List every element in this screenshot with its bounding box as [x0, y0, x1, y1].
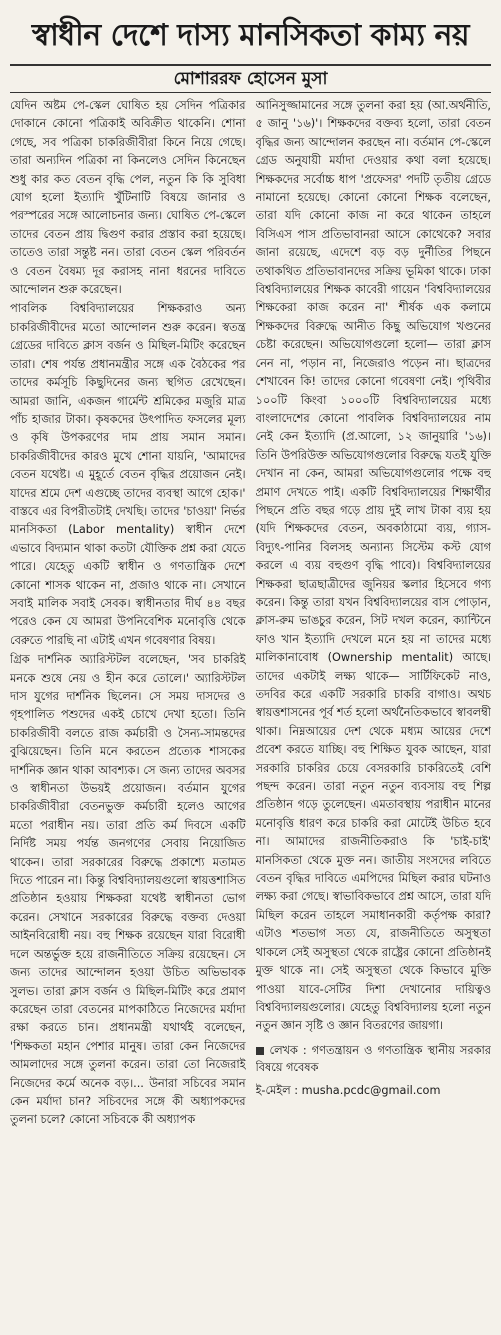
right-column [256, 97, 492, 1131]
author-note [256, 1042, 492, 1099]
email-label: ই-মেইল : [255, 1083, 298, 1097]
email-address: musha.pcdc@gmail.com [301, 1083, 441, 1097]
article-headline: স্বাধীন দেশে দাস্য মানসিকতা কাম্য নয় [31, 18, 470, 53]
author-note-text: লেখক : গণতন্ত্রায়ন ও গণতান্ত্রিক স্থানীয় সরকার বিষয়ে গবেষক [255, 1043, 491, 1074]
email-line [256, 1082, 492, 1099]
article-body [10, 97, 491, 1131]
article-byline: মোশাররফ হোসেন মুসা [10, 64, 491, 93]
paragraph: পাবলিক বিশ্ববিদ্যালয়ের শিক্ষকরাও অন্য চাকরিজীবীদের মতো আন্দোলন শুরু করেন। স্বতন্ত্র গ্রেডের দাবিতে ক্লাস বর্জন ও মিছিল-মিটিং করেছেন তারা। শেষ পর্যন্ত প্রধানমন্ত্রীর সঙ্গে এক বৈঠকের পর তাদের কর্মসূচি কিছুদিনের জন্য স্থগিত রেখেছেন। আমরা জানি, একজন গার্মেন্ট শ্রমিকের মজুরি মাত্র পাঁচ হাজার টাকা। কৃষকদের উৎপাদিত ফসলের মূল্য ও কৃষি উপকরণের দাম প্রায় সমান সমান। চাকরিজীবীদের কারও মুখে শোনা যায়নি, 'আমাদের বেতন যথেষ্ট। এ মুহূর্তে বেতন বৃদ্ধির প্রয়োজন নেই। যাদের শ্রমে দেশ এগুচ্ছে তাদের ব্যবস্থা আগে হোক।' বাস্তবে এর বিপরীতটাই দেখছি। তাদের 'চাওয়া' নির্ভর মানসিকতা (Labor mentality) স্বাধীন দেশে এভাবে বিদ্যমান থাকা কতটা যৌক্তিক প্রশ্ন করা যেতে পারে। যেহেতু একটি স্বাধীন ও গণতান্ত্রিক দেশে কোনো শাসক থাকেন না, প্রজাও থাকে না। সেখানে সবাই মালিক সবাই সেবক। স্বাধীনতার দীর্ঘ ৪৪ বছর পরেও কেন যে আমরা উপনিবেশিক মনোবৃত্তি থেকে বেরুতে পারছি না এটাই এখন গবেষণার বিষয়। [10, 302, 246, 647]
paragraph: গ্রিক দার্শনিক অ্যারিস্টটল বলেছেন, 'সব চাকরিই মনকে শুষে নেয় ও হীন করে তোলে।' অ্যারিস্টটল দাস যুগের দার্শনিক ছিলেন। সে সময় দাসদের ও গৃহপালিত পশুদের একই চোখে দেখা হতো। তিনি চাকরিজীবী বলতে রাজ কর্মচারী ও সৈন্য-সামন্তদের বুঝিয়েছেন। তিনি মনে করতেন প্রত্যেক শাসকের দার্শনিক জ্ঞান থাকা আবশ্যক। সে জন্য তাদের অবসর ও স্বাধীনতা উভয়ই প্রয়োজন। বর্তমান যুগের চাকরিজীবীরা বেতনভুক্ত কর্মচারী হলেও আগের মতো পরাধীন নয়। তারা প্রতি কর্ম দিবসে একটি নির্দিষ্ট সময় পর্যন্ত জনগণের সেবায় নিয়োজিত থাকেন। তারা সরকারের বিরুদ্ধে প্রকাশ্যে মতামত দিতে পারেন না। কিন্তু বিশ্ববিদ্যালয়গুলো স্বায়ত্তশাসিত প্রতিষ্ঠান হওয়ায় শিক্ষকরা যথেষ্ট স্বাধীনতা ভোগ করেন। সেখানে সরকারের বিরুদ্ধে বক্তব্য দেওয়া আইনবিরোধী নয়। বহু শিক্ষক রয়েছেন যারা বিরোধী দলে অন্তর্ভুক্ত হয়ে রাজনীতিতে সক্রিয় রয়েছেন। সে জন্য তাদের আন্দোলন হওয়া উচিত অভিভাবক সুলভ। তারা ক্লাস বর্জন ও মিছিল-মিটিং করে প্রমাণ করেছেন তারা বেতনের মাপকাঠিতে নিজেদের মর্যাদা রক্ষা করতে চান। প্রধানমন্ত্রী যথার্থই বলেছেন, 'শিক্ষকতা মহান পেশার মানুষ। তারা কেন নিজেদের আমলাদের সঙ্গে তুলনা করেন। তারা তো নিজেরাই নিজেদের কর্মে অনেক বড়।... উনারা সচিবের সমান কেন মর্যাদা চান? সচিবদের সঙ্গে কী অধ্যাপকদের তুলনা চলে? কোনো সচিবকে কী অধ্যাপক [10, 653, 246, 1127]
left-column [10, 97, 246, 1131]
paragraph: আনিসুজ্জামানের সঙ্গে তুলনা করা হয় (আ.অর্থনীতি, ৫ জানু '১৬)'। শিক্ষকদের বক্তব্য হলো, তারা বেতন বৃদ্ধির জন্য আন্দোলন করছেন না। বর্তমান পে-স্কেলে গ্রেড অনুযায়ী মর্যাদা দেওয়ার কথা বলা হয়েছে। শিক্ষকদের সর্বোচ্চ ধাপ 'প্রফেসর' পদটি তৃতীয় গ্রেডে নামানো হয়েছে। কোনো কোনো শিক্ষক বলেছেন, তারা যদি কোনো কাজ না করে থাকেন তাহলে বিসিএস পাস প্রতিভাবানরা আসে কোথেকে? সবার জানা রয়েছে, এদেশে বড় বড় দুর্নীতির পিছনে তথাকথিত প্রতিভাবানদের সক্রিয় ভূমিকা থাকে। ঢাকা বিশ্ববিদ্যালয়ের শিক্ষক কাবেরী গায়েন 'বিশ্ববিদ্যালয়ের শিক্ষকেরা কাজ করেন না' শীর্ষক এক কলামে শিক্ষকদের বিরুদ্ধে আনীত কিছু অভিযোগ খণ্ডনের চেষ্টা করেছেন। অভিযোগগুলো হলো— তারা ক্লাস নেন না, পড়ান না, নিজেরাও পড়েন না। ছাত্রদের শেখাবেন কি! তাদের কোনো গবেষণা নেই। পৃথিবীর ১০০টি কিংবা ১০০০টি বিশ্ববিদ্যালয়ের মধ্যে বাংলাদেশের কোনো পাবলিক বিশ্ববিদ্যালয়ের নাম নেই কেন ইত্যাদি (প্র.আলো, ১২ জানুয়ারি '১৬)। তিনি উপরিউক্ত অভিযোগগুলোর বিরুদ্ধে যতই যুক্তি দেখান না কেন, আমরা অভিযোগগুলোর পক্ষে বহু প্রমাণ দেখতে পাই। একটি বিশ্ববিদ্যালয়ের শিক্ষার্থীর পিছনে প্রতি বছর গড়ে প্রায় দুই লাখ টাকা ব্যয় হয় (যদি শিক্ষকদের বেতন, অবকাঠামো ব্যয়, গ্যাস-বিদ্যুৎ-পানির বিলসহ অন্যান্য সিস্টেম কস্ট যোগ করলে এ ব্যয় বহুগুণ বৃদ্ধি পাবে)। বিশ্ববিদ্যালয়ের শিক্ষকরা ছাত্রছাত্রীদের জুনিয়র স্কলার হিসেবে গণ্য করেন। কিন্তু তারা যখন বিশ্ববিদ্যালয়ের বাস পোড়ান, ক্লাস-রুম ভাঙচুর করেন, সিট দখল করেন, ক্যান্টিনে ফাও খান ইত্যাদি দেখলে মনে হয় না তাদের মধ্যে মালিকানাবোধ (Ownership mentalit) আছে। তাদের একটাই লক্ষ্য থাকে— সার্টিফিকেট নাও, তদবির করে একটি সরকারি চাকরি বাগাও। অথচ স্বায়ত্তশাসনের পূর্ব শর্ত হলো অর্থনৈতিকভাবে স্বাবলম্বী থাকা। নিম্নআয়ের দেশ থেকে মধ্যম আয়ের দেশে প্রবেশ করতে যাচ্ছি। বহু শিক্ষিত যুবক আছেন, যারা সরকারি চাকরির চেয়ে বেসরকারি চাকরিতেই বেশি পছন্দ করেন। তারা নতুন নতুন ব্যবসায় বহু শিল্প প্রতিষ্ঠান গড়ে তুলেছেন। এমতাবস্থায় পরাধীন মানের মনোবৃত্তি ধারণ করে চাকরি করা মোটেই উচিত হবে না। আমাদের রাজনীতিকরাও কি 'চাই-চাই' মানসিকতা থেকে মুক্ত নন। জাতীয় সংসদের লবিতে বেতন বৃদ্ধির দাবিতে এমপিদের মিছিল করার ঘটনাও লক্ষ্য করা গেছে। স্বাভাবিকভাবে প্রশ্ন আসে, তারা যদি মিছিল করেন তাহলে সমাধানকারী কর্তৃপক্ষ কারা? এটাও শতভাগ সত্য যে, রাজনীতিতে অসুস্থতা থাকলে সেই অসুস্থতা থেকে রাষ্ট্রের কোনো প্রতিষ্ঠানই মুক্ত থাকে না। সেই অসুস্থতা থেকে কিভাবে মুক্তি পাওয়া যাবে-সেটির দিশা দেখানোর দায়িত্বও বিশ্ববিদ্যালয়গুলোর। যেহেতু বিশ্ববিদ্যালয় হলো নতুন নতুন জ্ঞান সৃষ্টি ও জ্ঞান বিতরণের জায়গা। [255, 99, 491, 1033]
paragraph: যেদিন অষ্টম পে-স্কেল ঘোষিত হয় সেদিন পত্রিকার দোকানে কোনো পত্রিকাই অবিক্রীত থাকেনি। শোনা গেছে, সব পত্রিকা চাকরিজীবীরা কিনে নিয়ে গেছে। তারা অন্যদিন পত্রিকা না কিনলেও সেদিন কিনেছেন শুধু কার কত বেতন বৃদ্ধি পেল, নতুন কি কি সুবিধা যোগ হলো ইত্যাদি খুঁটিনাটি বিষয়ে জানার ও পরস্পরের সঙ্গে আলোচনার জন্য। ঘোষিত পে-স্কেলে তাদের বেতন প্রায় দ্বিগুণ করার প্রস্তাব করা হয়েছে। তাতেও তারা সন্তুষ্ট নন। তারা বেতন স্কেল পরিবর্তন ও বেতন বৈষম্য দূর করাসহ নানা ধরনের দাবিতে আন্দোলন শুরু করেছেন। [10, 99, 246, 297]
square-bullet-icon [256, 1047, 264, 1055]
